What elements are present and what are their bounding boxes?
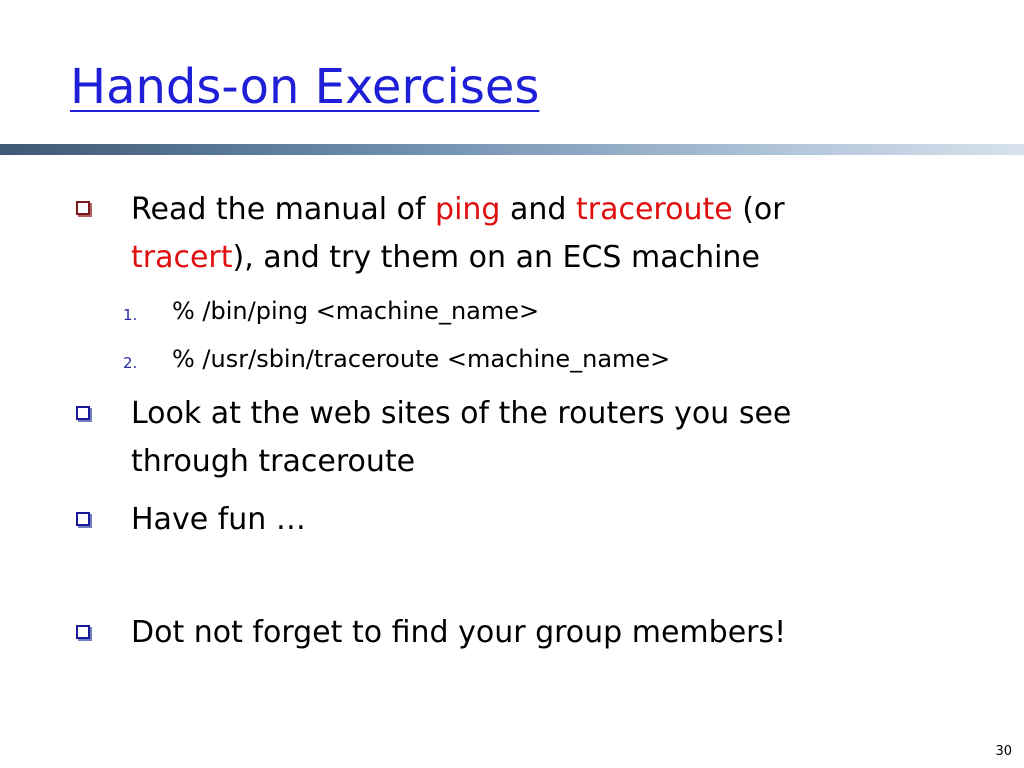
tracert-keyword: tracert [131, 240, 233, 275]
page-number: 30 [995, 744, 1012, 759]
bullet-3-line-1: Have fun … [131, 502, 306, 537]
slide-title: Hands-on Exercises [70, 59, 540, 115]
bullet-1-text-f: ), and try them on an ECS machine [232, 240, 760, 275]
bullet-4-line-1: Dot not forget to find your group members! [131, 615, 787, 650]
square-bullet-icon [76, 406, 90, 420]
square-bullet-icon [76, 201, 90, 215]
bullet-2-line-2: through traceroute [131, 444, 416, 479]
sub-item-1-text: % /bin/ping <machine_name> [172, 297, 540, 325]
square-bullet-icon [76, 512, 90, 526]
bullet-1-text-a: Read the manual of [131, 192, 436, 227]
bullet-1-line-1 [131, 185, 785, 235]
traceroute-keyword: traceroute [575, 192, 733, 227]
square-bullet-icon [76, 625, 90, 639]
ping-keyword: ping [435, 192, 501, 227]
bullet-1-text-c: and [500, 192, 576, 227]
bullet-2-line-1: Look at the web sites of the routers you see [131, 396, 792, 431]
sub-item-2-text: % /usr/sbin/traceroute <machine_name> [172, 345, 671, 373]
title-divider-bar [0, 144, 1024, 155]
sub-item-2-number: 2. [123, 354, 138, 372]
bullet-1-text-e: (or [732, 192, 785, 227]
sub-item-1-number: 1. [123, 306, 138, 324]
bullet-1-line-2 [131, 233, 760, 283]
